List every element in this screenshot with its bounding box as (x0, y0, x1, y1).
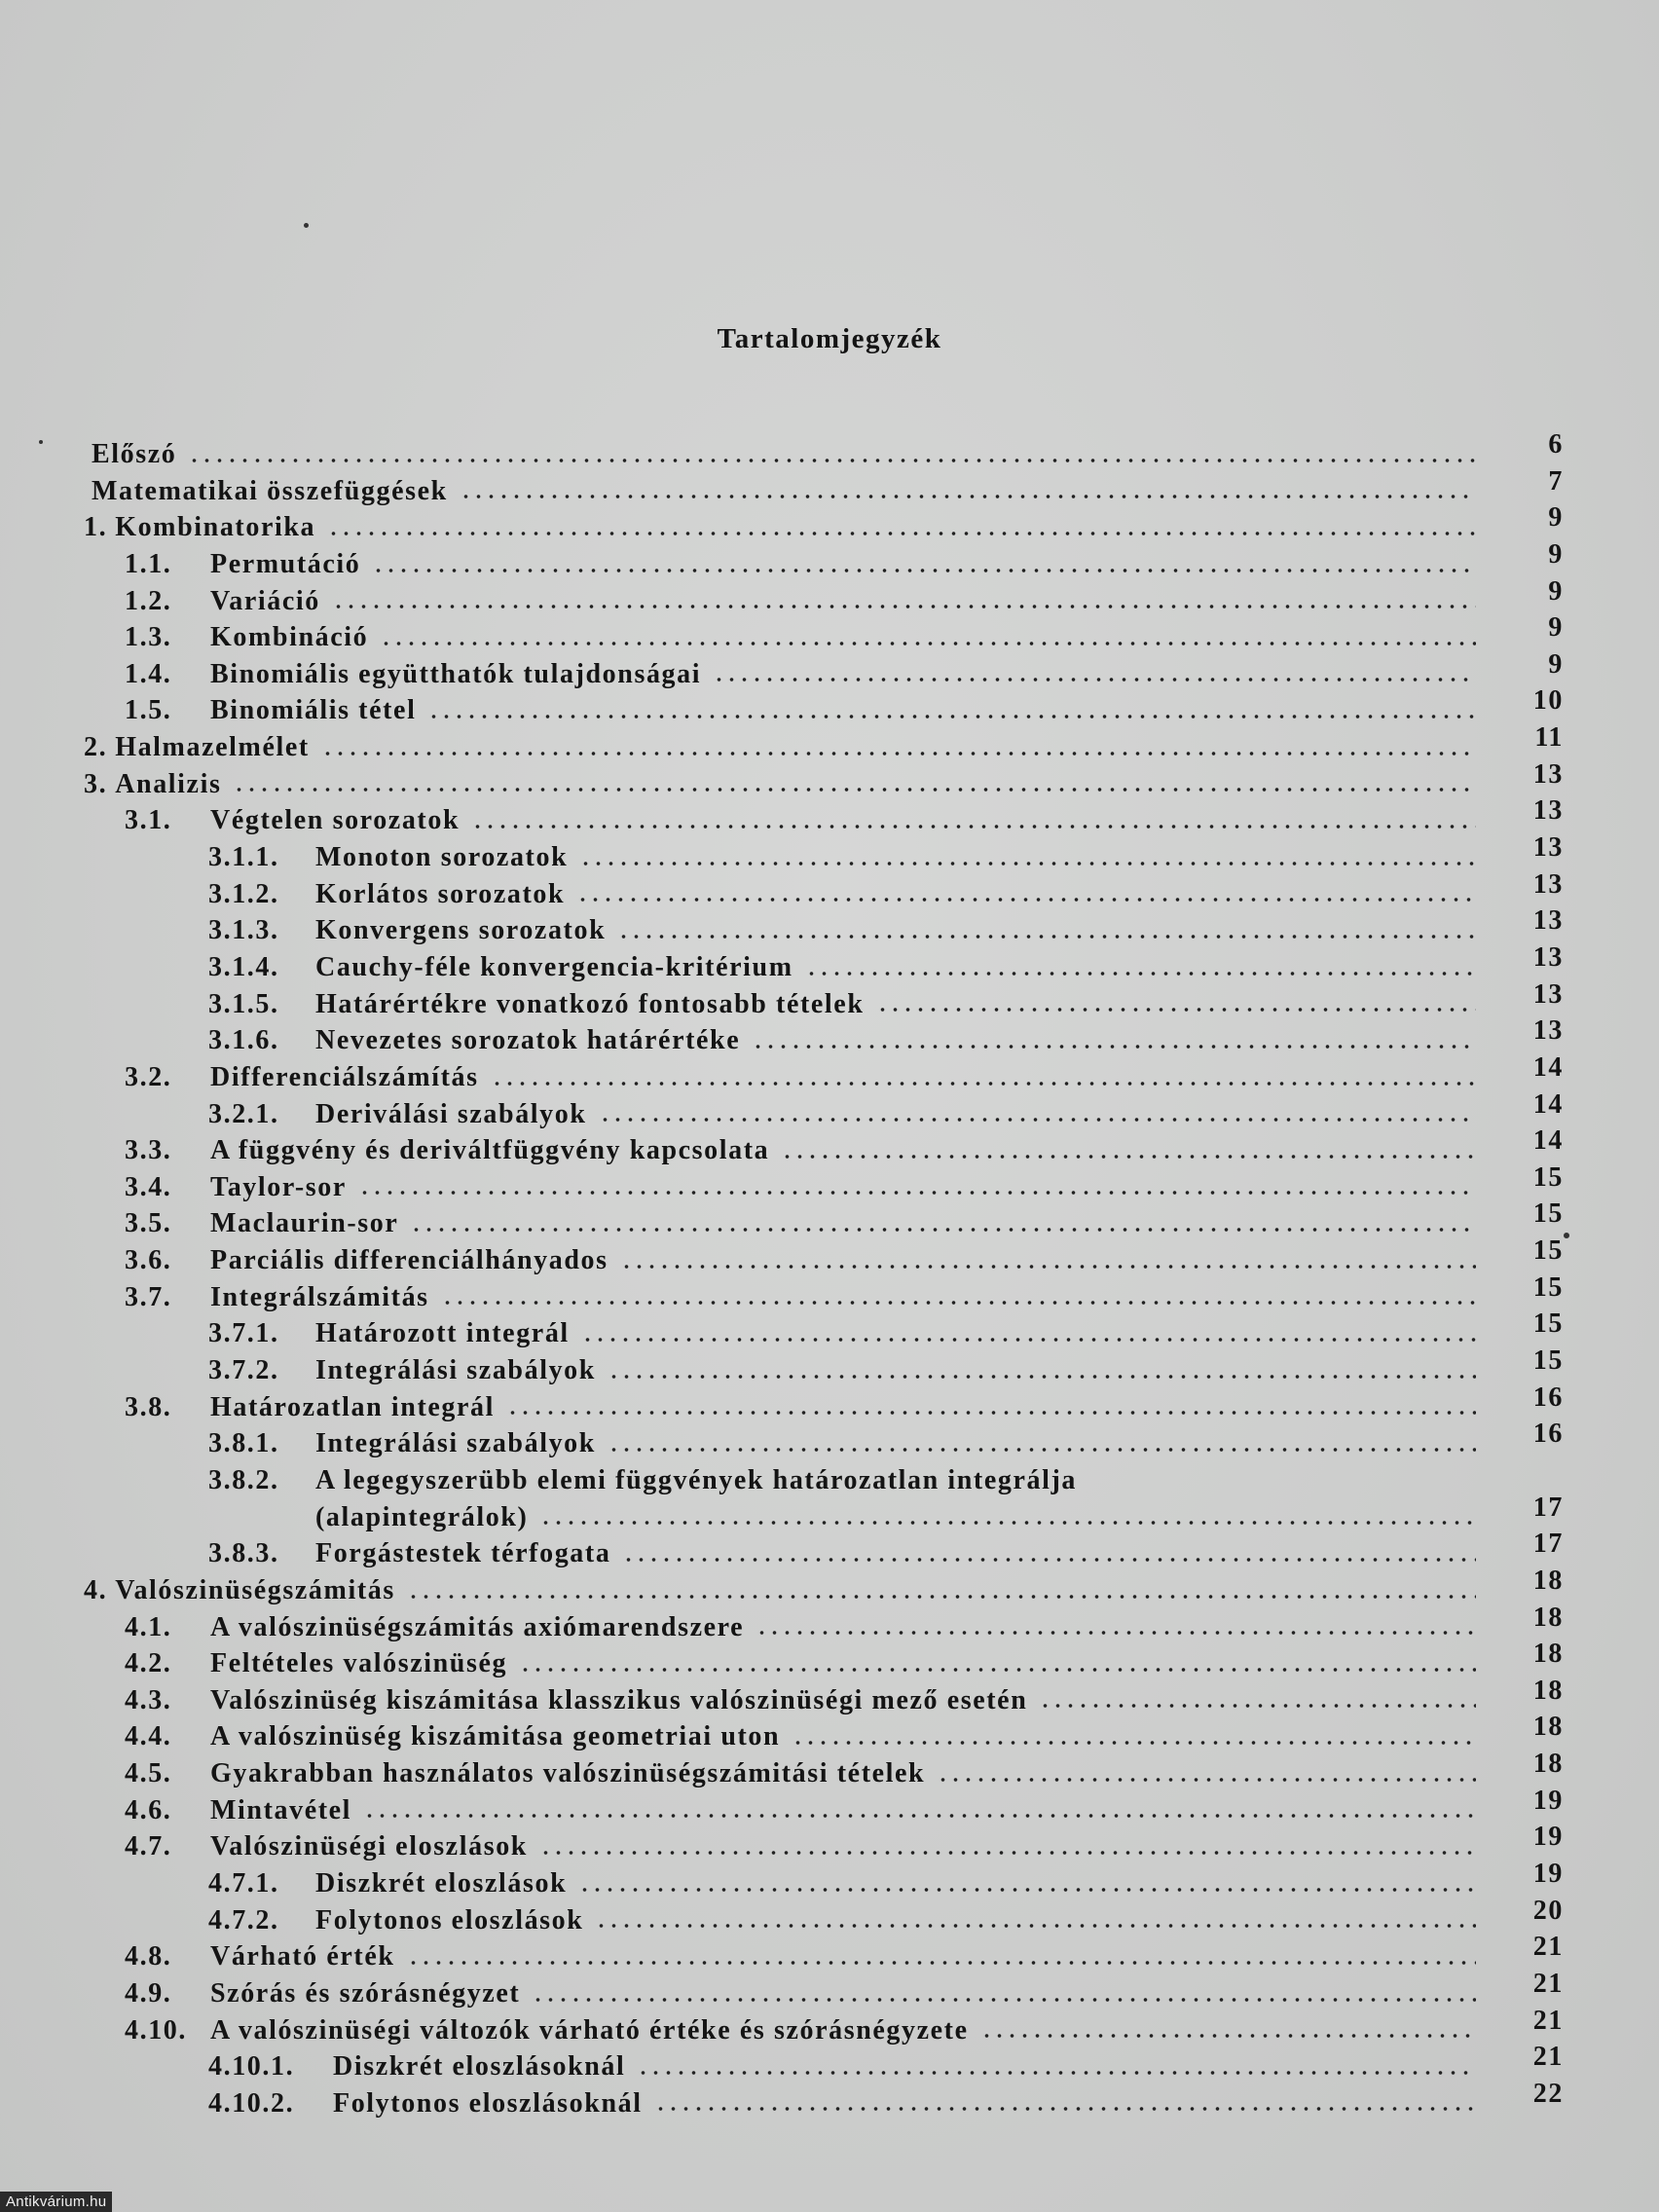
toc-entry-page: 9 (1548, 502, 1564, 534)
toc-entry (84, 612, 1564, 656)
toc-entry-text: A valószinüségszámitás axiómarendszere (210, 1611, 745, 1642)
toc-entry-number: 3.5. (125, 1208, 172, 1239)
toc-entry-page: 15 (1532, 1235, 1564, 1267)
toc-entry-number: 4.2. (125, 1648, 172, 1679)
toc-entry-number: 3.2.1. (208, 1098, 279, 1129)
toc-entry-text: Integrálási szabályok (315, 1355, 596, 1386)
toc-entry-page: 19 (1532, 1858, 1564, 1889)
toc-entry-number: 3.8.3. (208, 1538, 279, 1569)
toc-entry (84, 465, 1564, 510)
toc-entry-text: Mintavétel (210, 1794, 352, 1825)
toc-entry-number: 3.2. (125, 1061, 172, 1092)
toc-entry-page: 13 (1532, 941, 1564, 973)
toc-entry (84, 722, 1564, 766)
toc-entry-page: 18 (1532, 1712, 1564, 1743)
toc-entry (84, 905, 1564, 949)
toc-entry-label (84, 546, 370, 583)
toc-entry (84, 1419, 1564, 1462)
toc-entry (84, 1088, 1564, 1133)
toc-entry-page: 18 (1532, 1602, 1564, 1633)
toc-entry-text: Diszkrét eloszlásoknál (333, 2051, 626, 2083)
toc-entry-label (84, 1572, 405, 1609)
toc-entry-label (84, 766, 231, 803)
toc-entry-page: 18 (1532, 1675, 1564, 1706)
toc-entry-text: Integrálási szabályok (315, 1428, 596, 1459)
toc-entry (84, 1785, 1564, 1829)
toc-entry-number: 3.1.6. (208, 1025, 279, 1056)
toc-entry-number: 1.2. (125, 585, 172, 616)
toc-entry-page: 18 (1532, 1639, 1564, 1670)
dot-leader (608, 1375, 1476, 1379)
toc-entry-label (84, 1718, 790, 1755)
dot-leader (506, 1411, 1476, 1415)
toc-entry-page: 16 (1532, 1419, 1564, 1450)
toc-entry-label (84, 473, 458, 510)
dot-leader (407, 1961, 1476, 1965)
toc-entry-number: 2. (84, 732, 108, 763)
page-title: Tartalomjegyzék (717, 323, 942, 354)
toc-entry-text: Határértékre vonatkozó fontosabb tételek (315, 988, 865, 1019)
toc-entry-label (84, 839, 577, 876)
toc-entry-text: Maclaurin-sor (210, 1208, 399, 1239)
dot-leader (756, 1631, 1476, 1635)
dot-leader (372, 569, 1476, 572)
toc-entry-label (84, 1938, 405, 1975)
toc-entry (84, 1858, 1564, 1902)
table-of-contents (84, 429, 1564, 2121)
toc-entry-text: A valószinüségi változók várható értéke és szórásnégyzete (210, 2014, 969, 2046)
toc-entry-page: 11 (1534, 722, 1564, 754)
toc-entry-text: Monoton sorozatok (315, 842, 569, 873)
toc-entry-page: 7 (1548, 465, 1564, 497)
toc-entry-page: 18 (1532, 1565, 1564, 1596)
toc-entry-label (84, 1022, 750, 1059)
toc-entry-page: 9 (1548, 648, 1564, 680)
toc-entry-label (84, 986, 874, 1023)
dot-leader (599, 1118, 1476, 1122)
toc-entry-number: 1. (84, 512, 108, 543)
toc-entry (84, 2078, 1564, 2122)
dot-leader (427, 715, 1476, 719)
toc-entry-page: 15 (1532, 1161, 1564, 1193)
toc-entry-number: 4.7.1. (208, 1867, 279, 1899)
toc-entry (84, 2005, 1564, 2049)
toc-entry (84, 1675, 1564, 1719)
toc-entry-page: 9 (1548, 575, 1564, 607)
toc-entry-page: 19 (1532, 1785, 1564, 1816)
toc-entry-number: 3.8. (125, 1391, 172, 1422)
toc-entry-page: 13 (1532, 905, 1564, 937)
toc-entry (84, 1051, 1564, 1096)
toc-entry-number: 3. (84, 768, 108, 799)
toc-entry-text: Binomiális együtthatók tulajdonságai (210, 658, 702, 689)
toc-entry (84, 1161, 1564, 1206)
toc-entry-text: Halmazelmélet (115, 732, 310, 763)
toc-entry-page: 15 (1532, 1272, 1564, 1303)
toc-entry-page: 15 (1532, 1346, 1564, 1377)
toc-entry-label (84, 1902, 593, 1939)
toc-entry-text: Előszó (92, 439, 177, 469)
dot-leader (579, 862, 1476, 866)
toc-entry (84, 1968, 1564, 2012)
toc-entry-text: Valószinüségszámitás (115, 1574, 395, 1605)
toc-entry-number: 3.4. (125, 1171, 172, 1202)
toc-entry-label (84, 2085, 652, 2122)
toc-entry (84, 1749, 1564, 1792)
toc-entry-number: 4.6. (125, 1794, 172, 1825)
dot-leader (578, 1888, 1476, 1892)
toc-entry-text: Folytonos eloszlásoknál (333, 2087, 643, 2119)
toc-entry-label (84, 1792, 361, 1829)
toc-entry-number: 4.10.1. (208, 2051, 295, 2083)
toc-entry-page: 14 (1532, 1051, 1564, 1083)
toc-entry (84, 429, 1564, 473)
toc-entry-text: Permutáció (210, 548, 361, 579)
dot-leader (321, 752, 1476, 756)
dot-leader (188, 459, 1476, 462)
toc-entry-number: 3.1.5. (208, 988, 279, 1019)
toc-entry-text: Végtelen sorozatok (210, 805, 461, 836)
toc-entry-page: 13 (1532, 832, 1564, 864)
toc-entry-text: A legegyszerübb elemi függvények határozatlan integrálja (315, 1464, 1077, 1495)
toc-entry (84, 1932, 1564, 1975)
toc-entry-text: Binomiális tétel (210, 695, 417, 726)
dot-leader (781, 1155, 1476, 1159)
toc-entry-page: 16 (1532, 1382, 1564, 1413)
toc-entry-text: Nevezetes sorozatok határértéke (315, 1025, 741, 1056)
toc-entry-number: 3.1. (125, 805, 172, 836)
toc-entry-number: 3.1.4. (208, 951, 279, 982)
toc-entry-text: Gyakrabban használatos valószinüségszámitási tételek (210, 1758, 926, 1789)
toc-entry-text: Matematikai összefüggések (92, 475, 448, 506)
toc-entry-page: 10 (1532, 685, 1564, 717)
toc-entry-number: 1.3. (125, 622, 172, 653)
toc-entry-label (84, 1059, 489, 1096)
toc-entry-page: 9 (1548, 612, 1564, 644)
toc-entry-text: Analizis (115, 768, 222, 799)
toc-entry-text: Várható érték (210, 1941, 395, 1972)
toc-entry-number: 1.5. (125, 695, 172, 726)
watermark: Antikvárium.hu (0, 2192, 112, 2212)
toc-entry-page: 19 (1532, 1822, 1564, 1853)
dot-leader (491, 1082, 1476, 1086)
dot-leader (622, 1558, 1476, 1562)
toc-entry (84, 648, 1564, 693)
toc-entry-text: Diszkrét eloszlások (315, 1867, 568, 1899)
toc-entry-label (84, 1609, 754, 1646)
toc-entry-text: Variáció (210, 585, 320, 616)
dot-leader (620, 1265, 1476, 1269)
toc-entry-number: 3.1.1. (208, 842, 279, 873)
toc-entry-page: 17 (1532, 1529, 1564, 1560)
dot-leader (792, 1741, 1476, 1745)
toc-entry-label (84, 1535, 620, 1572)
dot-leader (532, 1998, 1476, 2002)
toc-entry-label (84, 1096, 597, 1133)
toc-entry-number: 3.8.2. (208, 1464, 279, 1495)
toc-entry (84, 575, 1564, 620)
dot-leader (576, 898, 1476, 902)
toc-entry (84, 685, 1564, 729)
dot-leader (539, 1851, 1476, 1855)
dot-leader (581, 1338, 1476, 1342)
dot-leader (539, 1521, 1476, 1525)
toc-entry-page: 18 (1532, 1749, 1564, 1780)
toc-entry-number: 4.9. (125, 1977, 172, 2009)
toc-entry (84, 1895, 1564, 1939)
toc-entry-label (84, 509, 325, 546)
dot-leader (407, 1595, 1476, 1599)
toc-entry-text: Határozott integrál (315, 1318, 570, 1349)
dot-leader (595, 1924, 1476, 1928)
toc-entry (84, 868, 1564, 913)
toc-entry (84, 832, 1564, 876)
toc-entry (84, 1462, 1564, 1499)
toc-entry-label (84, 1352, 606, 1389)
toc-entry-page: 13 (1532, 795, 1564, 827)
toc-entry-text: Feltételes valószinüség (210, 1648, 508, 1679)
toc-entry-number: 3.7.2. (208, 1355, 279, 1386)
toc-entry-number: 1.4. (125, 658, 172, 689)
toc-entry (84, 502, 1564, 546)
toc-entry-label (84, 619, 378, 656)
toc-entry-page: 6 (1548, 429, 1564, 460)
toc-entry-page: 21 (1532, 1932, 1564, 1963)
toc-entry-number: 4.8. (125, 1941, 172, 1972)
dot-leader (441, 1301, 1476, 1305)
toc-entry-number: 3.7. (125, 1281, 172, 1312)
toc-entry-label (84, 949, 803, 986)
toc-entry-label (84, 729, 319, 766)
toc-entry-label (84, 656, 711, 693)
toc-entry-label (84, 1425, 606, 1462)
toc-entry-label (84, 1975, 530, 2012)
toc-entry-number: 4.10.2. (208, 2087, 295, 2119)
toc-entry-text: Határozatlan integrál (210, 1391, 496, 1422)
dot-leader (519, 1668, 1476, 1672)
toc-entry-label (84, 1389, 504, 1426)
toc-entry-text: A függvény és deriváltfüggvény kapcsolata (210, 1135, 770, 1166)
toc-entry-label (84, 1865, 576, 1902)
dot-leader (617, 935, 1476, 939)
toc-entry-label (84, 2048, 635, 2085)
dot-leader (608, 1448, 1476, 1452)
toc-entry-label (84, 1682, 1037, 1719)
toc-entry-page: 9 (1548, 538, 1564, 570)
toc-entry-text: Kombinatorika (115, 512, 316, 543)
dot-leader (363, 1814, 1476, 1818)
toc-entry-label (84, 1755, 935, 1792)
toc-entry (84, 1346, 1564, 1389)
toc-entry-page: 13 (1532, 758, 1564, 790)
dot-leader (937, 1778, 1476, 1782)
toc-entry-label (84, 583, 330, 620)
toc-entry-label (84, 912, 615, 949)
toc-entry-text: Kombináció (210, 622, 369, 653)
toc-entry (84, 1712, 1564, 1755)
toc-entry-label (84, 802, 469, 839)
toc-entry-number: 4. (84, 1574, 108, 1605)
dot-leader (410, 1228, 1476, 1232)
toc-entry (84, 941, 1564, 986)
toc-entry-label (84, 1315, 579, 1352)
toc-entry-page: 14 (1532, 1125, 1564, 1157)
toc-entry-number: 3.1.3. (208, 915, 279, 946)
toc-entry-label (84, 436, 186, 473)
toc-entry-label (84, 1499, 537, 1536)
toc-entry-label (84, 1132, 779, 1169)
toc-entry (84, 1492, 1564, 1536)
toc-entry-text: Korlátos sorozatok (315, 878, 566, 909)
toc-entry (84, 1125, 1564, 1169)
dot-leader (805, 972, 1476, 976)
toc-entry-text: A valószinüség kiszámitása geometriai uton (210, 1721, 781, 1752)
toc-entry-text: Cauchy-féle konvergencia-kritérium (315, 951, 793, 982)
toc-entry (84, 1639, 1564, 1682)
toc-entry-page: 13 (1532, 1015, 1564, 1047)
toc-entry-page: 21 (1532, 2042, 1564, 2073)
toc-entry (84, 2042, 1564, 2085)
toc-entry-page: 13 (1532, 978, 1564, 1010)
toc-entry (84, 1309, 1564, 1352)
toc-entry-number: 3.3. (125, 1135, 172, 1166)
toc-entry-number: 4.7.2. (208, 1904, 279, 1936)
toc-entry (84, 1822, 1564, 1865)
toc-entry-label (84, 876, 574, 913)
toc-entry (84, 1602, 1564, 1646)
toc-entry-text: (alapintegrálok) (315, 1501, 529, 1532)
toc-entry-text: Parciális differenciálhányados (210, 1245, 608, 1276)
toc-entry-text: Konvergens sorozatok (315, 915, 607, 946)
toc-entry-page: 20 (1532, 1895, 1564, 1926)
toc-entry (84, 1198, 1564, 1242)
toc-entry-text: Integrálszámitás (210, 1281, 429, 1312)
toc-entry-number: 3.6. (125, 1245, 172, 1276)
toc-entry (84, 758, 1564, 803)
toc-entry (84, 1015, 1564, 1059)
toc-entry-label (84, 692, 425, 729)
toc-entry (84, 795, 1564, 839)
toc-entry-label (84, 2012, 978, 2049)
toc-entry-page: 13 (1532, 868, 1564, 900)
toc-entry-number: 4.1. (125, 1611, 172, 1642)
dot-leader (358, 1191, 1476, 1195)
toc-entry-text: Differenciálszámítás (210, 1061, 479, 1092)
toc-entry-text: Taylor-sor (210, 1171, 347, 1202)
toc-entry-page: 21 (1532, 1968, 1564, 1999)
toc-entry-text: Folytonos eloszlások (315, 1904, 584, 1936)
toc-entry (84, 1382, 1564, 1426)
toc-entry-number: 1.1. (125, 548, 172, 579)
toc-entry (84, 1235, 1564, 1279)
dot-leader (980, 2034, 1476, 2038)
toc-entry-page: 14 (1532, 1088, 1564, 1120)
toc-entry-number: 3.8.1. (208, 1428, 279, 1459)
toc-entry-number: 4.7. (125, 1831, 172, 1862)
dot-leader (654, 2107, 1476, 2111)
toc-entry-text: Szórás és szórásnégyzet (210, 1977, 521, 2009)
toc-entry (84, 1529, 1564, 1572)
toc-entry-label (84, 1462, 1087, 1499)
toc-entry-number: 4.3. (125, 1684, 172, 1715)
dot-leader (876, 1008, 1476, 1012)
toc-entry-text: Valószinüségi eloszlások (210, 1831, 528, 1862)
toc-entry (84, 978, 1564, 1023)
toc-entry-label (84, 1828, 537, 1865)
dot-leader (460, 495, 1476, 498)
toc-entry-text: Forgástestek térfogata (315, 1538, 611, 1569)
toc-entry-text: Valószinüség kiszámitása klasszikus valószinüségi mező esetén (210, 1684, 1028, 1715)
toc-entry-page: 21 (1532, 2005, 1564, 2036)
toc-entry-page: 22 (1532, 2078, 1564, 2109)
toc-entry-label (84, 1645, 517, 1682)
toc-entry-text: Deriválási szabályok (315, 1098, 587, 1129)
dot-leader (713, 678, 1476, 682)
dot-leader (327, 532, 1476, 535)
toc-entry-page: 15 (1532, 1198, 1564, 1230)
toc-entry-label (84, 1205, 408, 1242)
toc-entry-number: 4.10. (125, 2014, 187, 2046)
toc-entry (84, 1565, 1564, 1609)
toc-entry (84, 1272, 1564, 1316)
toc-entry-number: 4.5. (125, 1758, 172, 1789)
dot-leader (471, 825, 1476, 829)
toc-entry-number: 3.1.2. (208, 878, 279, 909)
toc-entry-page: 17 (1532, 1492, 1564, 1523)
toc-entry-number: 4.4. (125, 1721, 172, 1752)
toc-entry-number: 3.7.1. (208, 1318, 279, 1349)
dot-leader (1039, 1704, 1476, 1708)
toc-entry-label (84, 1242, 618, 1279)
dot-leader (380, 642, 1476, 645)
dot-leader (233, 788, 1476, 792)
toc-entry (84, 538, 1564, 583)
dot-leader (332, 605, 1476, 608)
toc-entry-page: 15 (1532, 1309, 1564, 1340)
dot-leader (752, 1045, 1476, 1049)
dot-leader (637, 2071, 1476, 2075)
toc-entry-label (84, 1279, 439, 1316)
toc-entry-label (84, 1169, 356, 1206)
